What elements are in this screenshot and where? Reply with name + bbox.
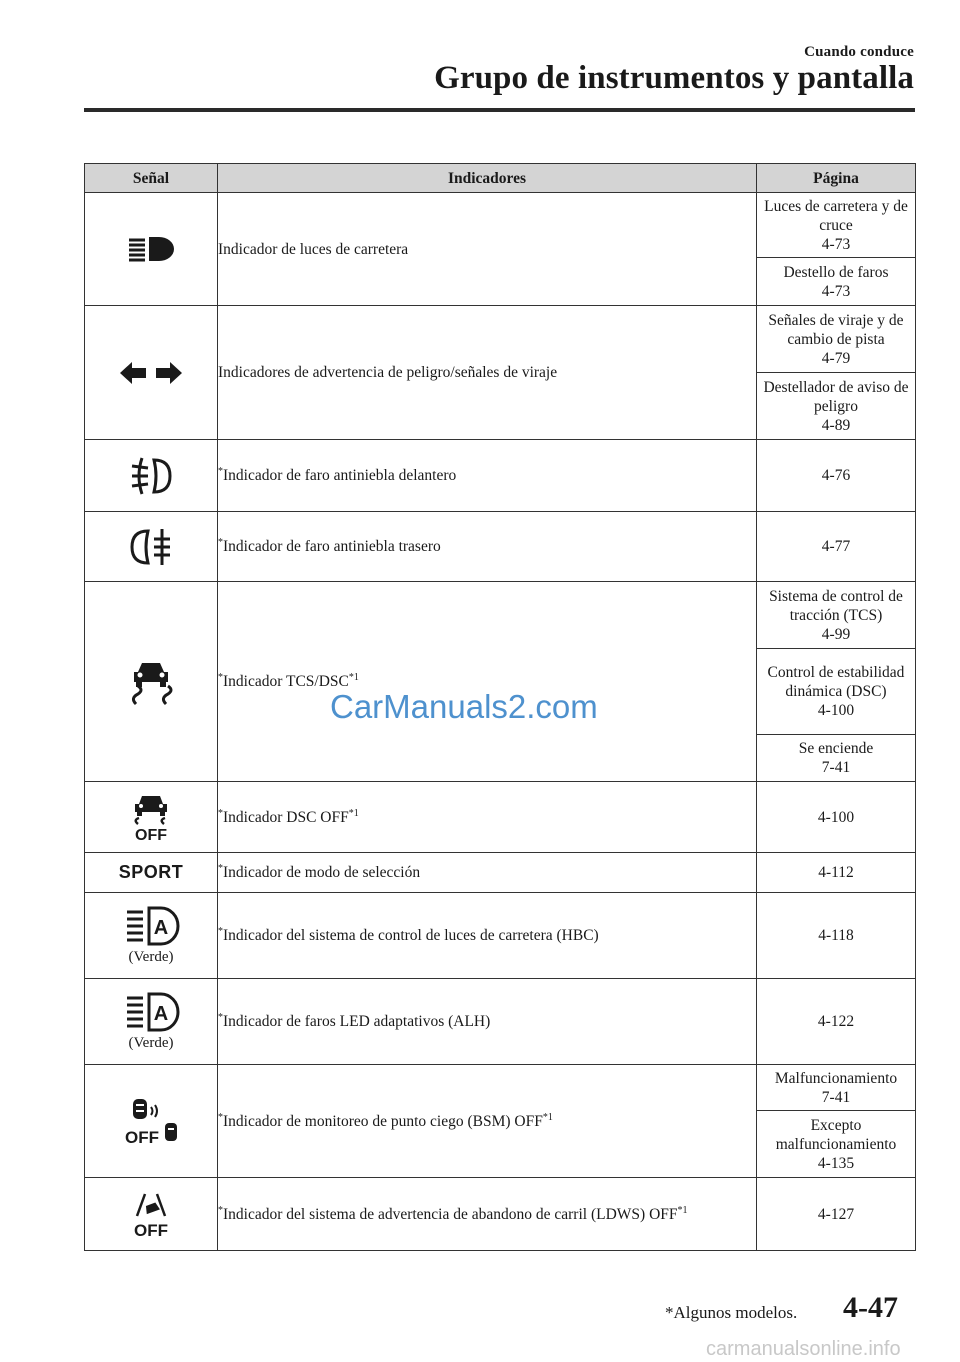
table-row — [85, 193, 916, 258]
page-reference-text: Sistema de control de tracción (TCS) 4-99 — [769, 587, 903, 643]
column-header-indicators: Indicadores — [218, 164, 757, 193]
signal-cell — [85, 582, 218, 782]
indicator-cell — [218, 440, 757, 512]
page-reference — [757, 1178, 916, 1251]
indicator-label: Indicador de luces de carretera — [218, 240, 409, 258]
footnote-marker: * — [218, 807, 223, 819]
indicator-cell — [218, 1178, 757, 1251]
indicator-label: Indicador de modo de selección — [223, 864, 421, 881]
high-beam-icon — [123, 232, 179, 266]
page-reference — [757, 512, 916, 582]
page-reference-text: 4-100 — [817, 808, 855, 826]
page-reference-text: Malfuncionamiento 7-41 — [774, 1069, 898, 1106]
footnote-marker: * — [218, 465, 223, 477]
signal-cell — [85, 193, 218, 306]
ldws-off-icon — [123, 1188, 179, 1240]
watermark: CarManuals2.com — [330, 688, 598, 725]
page-reference — [757, 306, 916, 373]
page-reference-text: 4-76 — [821, 467, 851, 484]
page-reference-text: Destello de faros 4-73 — [783, 263, 889, 300]
page-reference — [757, 649, 916, 735]
front-fog-light-icon — [128, 454, 174, 498]
page-reference-text: 4-127 — [817, 1205, 855, 1223]
footnote-marker: * — [218, 925, 223, 937]
page-reference-text: Luces de carretera y de cruce 4-73 — [764, 197, 908, 253]
indicator-cell — [218, 782, 757, 853]
page-reference — [757, 979, 916, 1065]
indicator-label: Indicador de faros LED adaptativos (ALH) — [223, 1013, 491, 1030]
signal-cell — [85, 893, 218, 979]
page-reference — [757, 853, 916, 893]
footnote-ref: *1 — [677, 1204, 688, 1216]
indicator-label: Indicador de faro antiniebla delantero — [223, 467, 457, 484]
table-row — [85, 582, 916, 649]
tcs-dsc-icon — [126, 658, 176, 706]
table-row — [85, 1065, 916, 1111]
turn-signal-arrows-icon — [118, 360, 184, 386]
page-reference — [757, 1065, 916, 1111]
signal-cell — [85, 1065, 218, 1178]
table-row — [85, 1178, 916, 1251]
auto-letter: A — [153, 917, 169, 939]
page-reference — [757, 193, 916, 258]
page-reference — [757, 440, 916, 512]
signal-cell — [85, 306, 218, 440]
off-label: OFF — [134, 1221, 168, 1240]
dsc-off-icon — [123, 792, 179, 842]
alh-icon — [121, 990, 181, 1032]
signal-cell — [85, 512, 218, 582]
footnote-marker: * — [218, 536, 223, 548]
page-reference-text: Control de estabilidad dinámica (DSC) 4-100 — [767, 664, 905, 719]
page-reference-text: 4-118 — [818, 927, 854, 944]
indicator-label: Indicador TCS/DSC — [223, 673, 349, 690]
indicator-label: Indicador de faro antiniebla trasero — [223, 538, 441, 555]
sport-mode-icon: SPORT — [118, 862, 184, 883]
footnote-marker: * — [218, 671, 223, 683]
table-row — [85, 306, 916, 373]
indicator-label: Indicador del sistema de advertencia de abandono de carril (LDWS) OFF — [223, 1205, 678, 1223]
table-row — [85, 512, 916, 582]
table-row — [85, 979, 916, 1065]
off-label: OFF — [135, 827, 167, 842]
page-reference-text: Señales de viraje y de cambio de pista 4-79 — [768, 311, 904, 367]
page-reference-text: Se enciende 7-41 — [798, 740, 874, 776]
indicator-cell — [218, 193, 757, 306]
signal-cell — [85, 1178, 218, 1251]
page-reference — [757, 373, 916, 440]
section-label: Cuando conduce — [804, 44, 914, 60]
indicator-label: Indicador del sistema de control de luces de carretera (HBC) — [223, 927, 599, 944]
bsm-off-icon — [121, 1095, 181, 1147]
off-label: OFF — [125, 1128, 159, 1147]
page-reference — [757, 258, 916, 306]
footnote-marker: * — [218, 1111, 223, 1123]
signal-cell — [85, 979, 218, 1065]
page-reference-text: 4-77 — [821, 538, 851, 555]
auto-letter: A — [153, 1003, 169, 1025]
table-row — [85, 853, 916, 893]
indicator-label: Indicadores de advertencia de peligro/señales de viraje — [218, 364, 558, 381]
page-reference — [757, 893, 916, 979]
indicator-cell — [218, 1065, 757, 1178]
page-reference-text: 4-112 — [818, 864, 854, 881]
page-reference-text: Destellador de aviso de peligro 4-89 — [763, 378, 909, 434]
footnote-ref: *1 — [542, 1111, 553, 1123]
hbc-icon — [121, 904, 181, 946]
table-row — [85, 893, 916, 979]
page-reference — [757, 735, 916, 782]
rear-fog-light-icon — [128, 525, 174, 569]
column-header-signal: Señal — [85, 164, 218, 193]
signal-cell — [85, 853, 218, 893]
page-reference-text: Excepto malfuncionamiento 4-135 — [775, 1116, 897, 1172]
indicator-cell — [218, 979, 757, 1065]
color-note: (Verde) — [128, 1035, 174, 1051]
footnote-ref: *1 — [348, 671, 359, 683]
footnote-marker: * — [218, 862, 223, 874]
page-reference — [757, 582, 916, 649]
page-number: 4-47 — [843, 1291, 898, 1324]
table-row — [85, 782, 916, 853]
table-header-row — [85, 164, 916, 193]
indicator-cell — [218, 582, 757, 782]
column-header-page: Página — [757, 164, 916, 193]
footnote-marker: * — [218, 1011, 223, 1023]
indicator-cell — [218, 306, 757, 440]
table-row — [85, 440, 916, 512]
header-rule — [84, 108, 915, 112]
indicator-cell — [218, 853, 757, 893]
indicator-cell — [218, 512, 757, 582]
signal-cell — [85, 440, 218, 512]
color-note: (Verde) — [128, 949, 174, 965]
page-reference-text: 4-122 — [817, 1013, 855, 1030]
indicator-label: Indicador DSC OFF — [223, 808, 349, 826]
footnote-ref: *1 — [348, 807, 359, 819]
signal-cell — [85, 782, 218, 853]
footnote-models: *Algunos modelos. — [665, 1303, 798, 1322]
site-watermark: carmanualsonline.info — [706, 1338, 901, 1360]
indicator-label: Indicador de monitoreo de punto ciego (BSM) OFF — [223, 1112, 543, 1130]
footnote-marker: * — [218, 1204, 223, 1216]
page-reference — [757, 1111, 916, 1178]
page-reference — [757, 782, 916, 853]
page-title: Grupo de instrumentos y pantalla — [434, 60, 914, 96]
indicator-cell — [218, 893, 757, 979]
